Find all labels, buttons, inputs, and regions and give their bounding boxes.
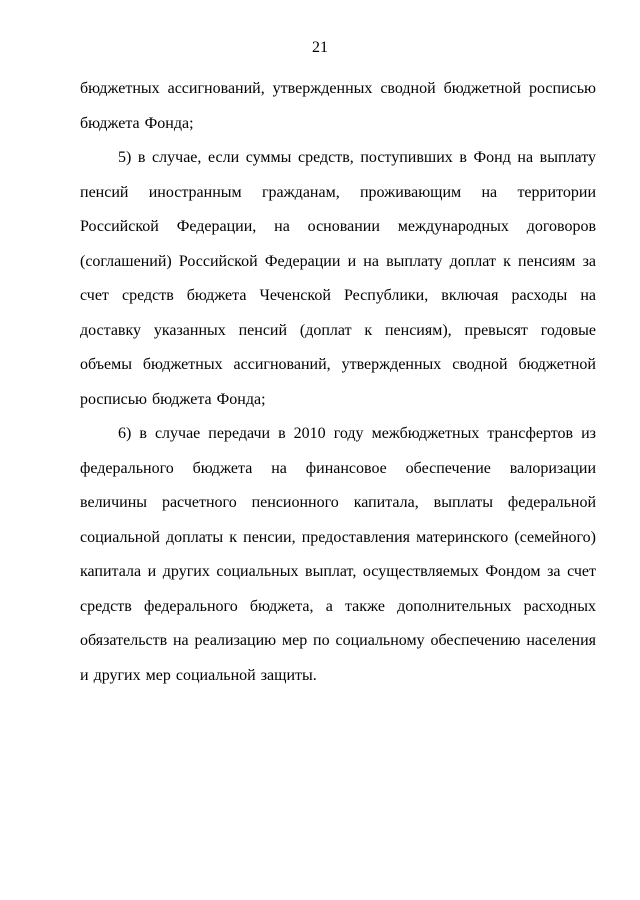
page-number: 21	[312, 39, 328, 56]
paragraph-item-5: 5) в случае, если суммы средств, поступивших в Фонд на выплату пенсий иностранным гражданам, проживающим на территории Российской Федерации, на основании международных договоров (соглашений) Российской Федерации и на выплату доплат к пенсиям за счет средств бюджета Чеченской Республики, включая расходы на доставку указанных пенсий (доплат к пенсиям), превысят годовые объемы бюджетных ассигнований, утвержденных сводной бюджетной росписью бюджета Фонда;	[80, 149, 596, 408]
document-body	[0, 72, 640, 693]
paragraph-item-6: 6) в случае передачи в 2010 году межбюджетных трансфертов из федерального бюджета на финансовое обеспечение валоризации величины расчетного пенсионного капитала, выплаты федеральной социальной доплаты к пенсии, предоставления материнского (семейного) капитала и других социальных выплат, осуществляемых Фондом за счет средств федерального бюджета, а также дополнительных расходных обязательств на реализацию мер по социальному обеспечению населения и других мер социальной защиты.	[80, 425, 596, 684]
paragraph-continuation: бюджетных ассигнований, утвержденных сводной бюджетной росписью бюджета Фонда;	[80, 80, 596, 132]
